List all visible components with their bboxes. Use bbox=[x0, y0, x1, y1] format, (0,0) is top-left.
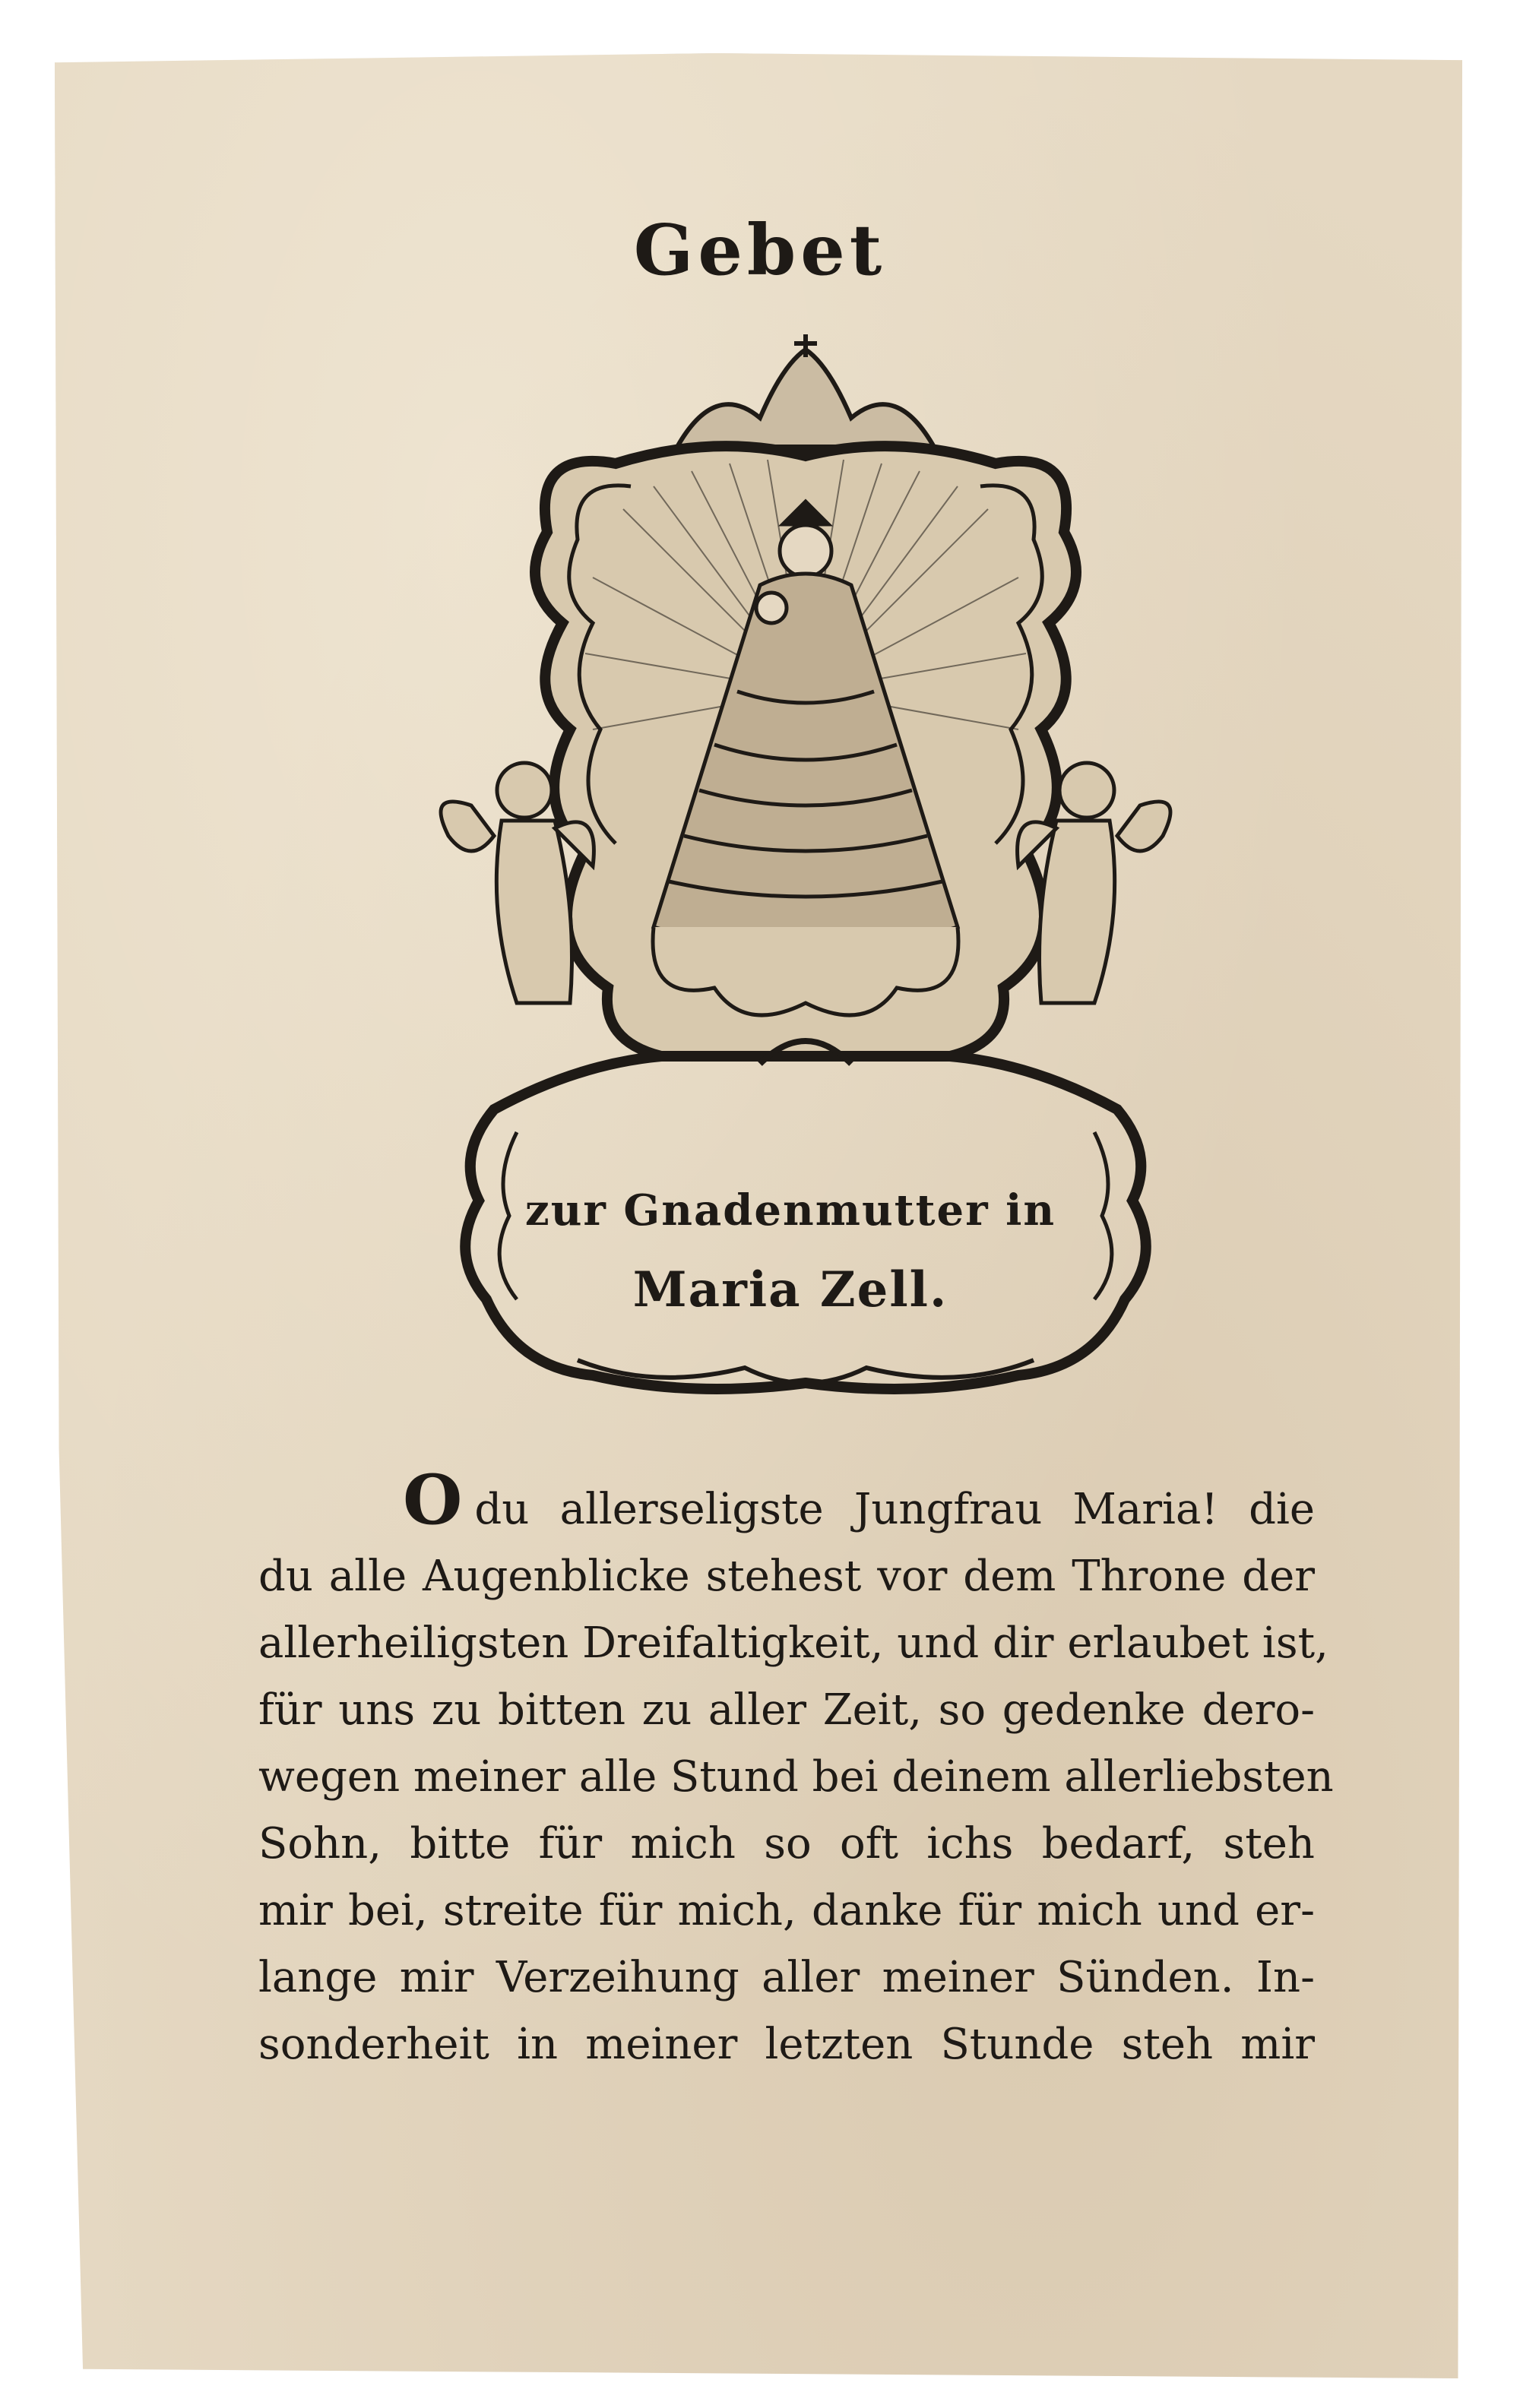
prayer-line: sonderheit in meiner letzten Stunde steh mir bbox=[258, 2020, 1315, 2069]
page-title: Gebet bbox=[633, 209, 887, 291]
prayer-text bbox=[258, 1460, 1334, 2078]
prayer-line: du alle Augenblicke stehest vor dem Throne der bbox=[258, 1552, 1315, 1601]
prayer-line: für uns zu bitten zu aller Zeit, so gedenke dero- bbox=[258, 1685, 1315, 1735]
prayer-line: lange mir Verzeihung aller meiner Sünden. In- bbox=[258, 1953, 1315, 2002]
prayer-line: Sohn, bitte für mich so oft ichs bedarf, steh bbox=[258, 1819, 1315, 1868]
drop-cap: O bbox=[403, 1460, 463, 1540]
prayer-line bbox=[258, 1460, 1315, 1543]
caption-line-1: zur Gnadenmutter in bbox=[524, 1185, 1056, 1236]
crown-icon bbox=[676, 334, 935, 448]
caption-line-2: Maria Zell. bbox=[632, 1261, 948, 1318]
prayer-line-text: du allerseligste Jungfrau Maria! die bbox=[474, 1485, 1315, 1534]
prayer-line: wegen meiner alle Stund bei deinem allerliebsten bbox=[258, 1752, 1334, 1802]
prayer-line: allerheiligsten Dreifaltigkeit, und dir erlaubet ist, bbox=[258, 1619, 1328, 1668]
prayer-line: mir bei, streite für mich, danke für mich und er- bbox=[258, 1886, 1315, 1935]
